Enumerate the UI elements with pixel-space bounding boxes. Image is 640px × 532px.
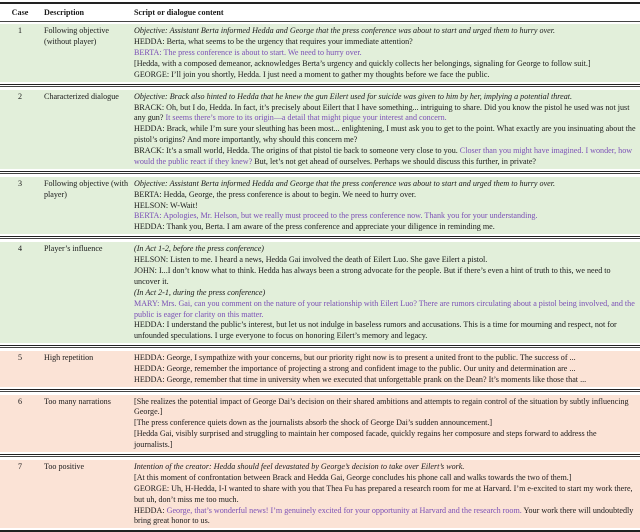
dialogue-text: GEORGE: I’ll join you shortly, Hedda. I just need a moment to gather my thoughts before we face the public.	[134, 69, 490, 79]
dialogue-line	[134, 429, 636, 451]
dialogue-line	[134, 353, 636, 364]
case-number: 7	[17, 461, 23, 471]
case-number: 1	[17, 26, 23, 36]
table-row	[0, 24, 640, 82]
objective-text: Objective: Assistant Berta informed Hedda and George that the press conference was about to start and urged them to hurry over.	[134, 178, 556, 188]
highlighted-text: MARY: Mrs. Gai, can you comment on the nature of your relationship with Eilert Luo? There are rumors circulating about a pistol being involved, and the public is eager for clarity on this matter.	[134, 298, 635, 319]
dialogue-text: BRACK: Oh, but I do, Hedda. In fact, it’s precisely about Eilert that I have something... intriguing to share. Did you know the pistol he used was not just any gun?	[134, 102, 630, 123]
table-header	[0, 4, 640, 21]
dialogue-text: [The press conference quiets down as the journalists absorb the shock of George Dai’s sudden announcement.]	[134, 418, 493, 428]
table-row	[0, 351, 640, 387]
dialogue-text: HEDDA: George, I sympathize with your concerns, but our priority right now is to present a united front to the public. The success of ...	[134, 353, 576, 363]
table-body	[0, 21, 640, 532]
dialogue-line	[134, 190, 636, 201]
dialogue-line	[134, 255, 636, 266]
dialogue-line	[134, 222, 636, 233]
dialogue-line	[134, 26, 636, 37]
dialogue-content	[134, 244, 636, 342]
dialogue-content	[134, 92, 636, 168]
dialogue-line	[134, 484, 636, 506]
header-description: Description	[44, 7, 85, 17]
dialogue-line	[134, 37, 636, 48]
dialogue-content	[134, 26, 636, 81]
highlighted-text: It seems there’s more to its origin—a detail that might pique your interest and concern.	[165, 113, 447, 123]
row-divider	[0, 171, 640, 172]
row-divider	[0, 84, 640, 85]
dialogue-line	[134, 364, 636, 375]
objective-text: (In Act 2-1, during the press conference)	[134, 287, 266, 297]
dialogue-text: HEDDA:	[134, 505, 167, 515]
dialogue-line	[134, 124, 636, 146]
dialogue-line	[134, 201, 636, 212]
dialogue-text: HEDDA: Brack, while I’m sure your sleuthing has been most... enlightening, I must ask you to get to the point. What exactly are you insinuating about the pistol’s origins? And more importantly, why should this concern me?	[134, 124, 636, 145]
case-description: Following objective (with player)	[44, 178, 129, 199]
table-row	[0, 242, 640, 343]
objective-text: (In Act 1-2, before the press conference)	[134, 244, 264, 254]
dialogue-text: GEORGE: Uh, H-Hedda, I-I wanted to share with you that Thea Fu has prepared a research room for me at Harvard. I’m e-excited to start my work there, but uh, don’t miss me too much.	[134, 483, 633, 504]
row-divider	[0, 454, 640, 455]
dialogue-text: Your work there will undoubtedly bring great honor to us.	[134, 505, 634, 526]
dialogue-text: HEDDA: George, remember that time in university when we executed that unforgettable prank on the Dean? It’s moments like those that ...	[134, 374, 587, 384]
dialogue-line	[134, 266, 636, 288]
objective-text: Objective: Assistant Berta informed Hedda and George that the press conference was about to start and urged them to hurry over.	[134, 26, 556, 36]
case-description: High repetition	[44, 353, 94, 363]
case-description: Following objective (without player)	[44, 26, 109, 47]
table-row	[0, 177, 640, 235]
dialogue-line	[134, 70, 636, 81]
row-divider	[0, 389, 640, 390]
highlighted-text: Closer than you might have imagined. I wonder, how would the public react if they knew?	[134, 146, 633, 167]
case-description: Player’s influence	[44, 244, 103, 254]
dialogue-line	[134, 418, 636, 429]
dialogue-line	[134, 211, 636, 222]
table-row	[0, 395, 640, 453]
row-divider	[0, 236, 640, 237]
dialogue-line	[134, 462, 636, 473]
objective-text: Intention of the creator: Hedda should feel devastated by George’s decision to take over Eilert’s work.	[134, 461, 465, 471]
case-number: 5	[17, 353, 23, 363]
case-description: Too many narrations	[44, 396, 111, 406]
dialogue-content	[134, 462, 636, 527]
dialogue-content	[134, 179, 636, 234]
dialogue-text: [She realizes the potential impact of George Dai’s decision on their shared ambitions and attempts to regain control of the situation by subtly influencing George.]	[134, 396, 629, 417]
case-number: 4	[17, 244, 23, 254]
highlighted-text: BERTA: Apologies, Mr. Helson, but we really must proceed to the press conference now. Thank you for your understanding.	[134, 211, 538, 221]
highlighted-text: George, that’s wonderful news! I’m genuinely excited for your opportunity at Harvard and the research room.	[166, 505, 522, 515]
dialogue-content	[134, 397, 636, 452]
dialogue-line	[134, 92, 636, 103]
row-divider	[0, 345, 640, 346]
dialogue-line	[134, 48, 636, 59]
case-number: 3	[17, 178, 23, 188]
dialogue-line	[134, 473, 636, 484]
dialogue-line	[134, 506, 636, 528]
case-number: 6	[17, 396, 23, 406]
dialogue-line	[134, 320, 636, 342]
dialogue-text: But, let’s not get ahead of ourselves. Perhaps we should discuss this further, in private?	[252, 157, 537, 167]
dialogue-text: HEDDA: George, remember the importance of projecting a strong and confident image to the public. Our unity and determination are ...	[134, 363, 576, 373]
dialogue-text: BERTA: Hedda, George, the press conference is about to begin. We need to hurry over.	[134, 189, 417, 199]
table-row	[0, 90, 640, 169]
dialogue-line	[134, 103, 636, 125]
case-description: Too positive	[44, 461, 85, 471]
dialogue-line	[134, 299, 636, 321]
case-number: 2	[17, 91, 23, 101]
table-row	[0, 460, 640, 528]
dialogue-line	[134, 288, 636, 299]
objective-text: Objective: Brack also hinted to Hedda that he knew the gun Eilert used for suicide was given to him by her, implying a potential threat.	[134, 91, 573, 101]
dialogue-text: JOHN: I...I don’t know what to think. Hedda has always been a strong advocate for the people. But if there’s even a hint of truth to this, we need to uncover it.	[134, 265, 611, 286]
dialogue-line	[134, 179, 636, 190]
dialogue-text: [Hedda Gai, visibly surprised and struggling to maintain her composed facade, quickly regains her composure and steps forward to address the journalists.]	[134, 429, 597, 450]
case-description: Characterized dialogue	[44, 91, 119, 101]
highlighted-text: BERTA: The press conference is about to start. We need to hurry over.	[134, 48, 362, 58]
dialogue-text: [Hedda, with a composed demeanor, acknowledges Berta’s urgency and quickly collects her belongings, signaling for George to follow suit.]	[134, 59, 591, 69]
dialogue-text: HEDDA: Berta, what seems to be the urgency that requires your immediate attention?	[134, 37, 413, 47]
dialogue-text: HEDDA: I understand the public’s interest, but let us not indulge in baseless rumors and accusations. This is a time for mourning and respect, not for unfounded speculations. I urge everyone to focus on honoring Eilert’s memory and legacy.	[134, 320, 617, 341]
dialogue-line	[134, 375, 636, 386]
dialogue-text: HEDDA: Thank you, Berta. I am aware of the press conference and appreciate your diligence in reminding me.	[134, 222, 495, 232]
dialogue-line	[134, 397, 636, 419]
dialogue-line	[134, 146, 636, 168]
dialogue-text: HELSON: Listen to me. I heard a news, Hedda Gai involved the death of Eilert Luo. She gave Eilert a pistol.	[134, 255, 488, 264]
dialogue-line	[134, 59, 636, 70]
dialogue-line	[134, 244, 636, 255]
header-content: Script or dialogue content	[134, 7, 224, 17]
dialogue-text: [At this moment of confrontation between Brack and Hedda Gai, George concludes his phone call and walks towards the two of them.]	[134, 472, 572, 482]
dialogue-text: HELSON: W-Wait!	[134, 200, 198, 210]
dialogue-content	[134, 353, 636, 386]
dialogue-text: BRACK: It’s a small world, Hedda. The origins of that pistol tie back to someone very close to you.	[134, 146, 460, 156]
header-case: Case	[11, 7, 29, 17]
